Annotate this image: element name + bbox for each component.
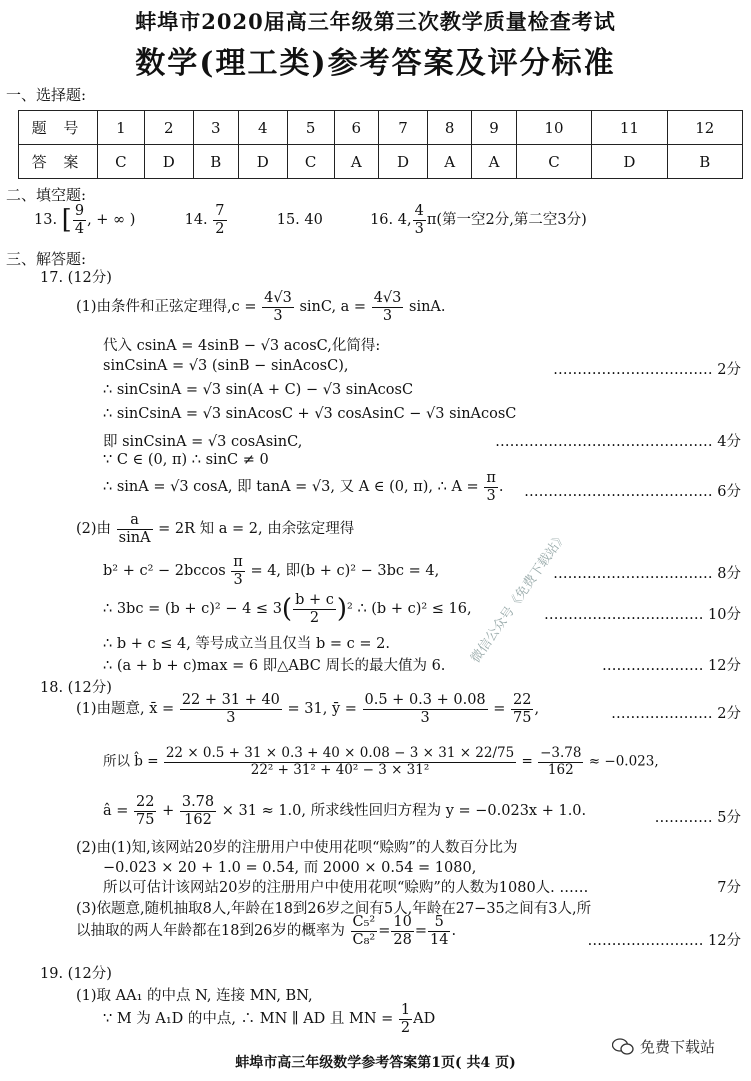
denominator: 3 <box>382 307 393 324</box>
numerator: 5 <box>428 914 450 932</box>
text: 所以 b̂ = <box>103 753 159 770</box>
text: AD <box>413 1011 436 1028</box>
fraction <box>351 914 378 948</box>
fill-in-answers <box>34 203 587 237</box>
p19-heading: 19. (12分) <box>40 966 112 982</box>
denominator: 3 <box>414 220 424 237</box>
denominator: 4 <box>74 220 85 237</box>
p18-score-5: ………… 5分 <box>654 810 741 826</box>
question-number: 12 <box>667 111 742 145</box>
p17-part2-line1 <box>76 512 354 546</box>
text: . <box>498 479 504 496</box>
p18-score-7 <box>717 876 741 897</box>
q13-rest: , + ∞ ) <box>87 212 136 229</box>
numerator: 3.78 <box>181 794 215 810</box>
text: = <box>414 923 428 940</box>
text: = 2R 知 a = 2, 由余弦定理得 <box>158 521 355 538</box>
denominator: 162 <box>547 761 574 778</box>
p17-part2-line4: ∴ b + c ≤ 4, 等号成立当且仅当 b = c = 2. <box>103 636 390 652</box>
denominator: 75 <box>136 811 155 828</box>
fraction <box>117 512 153 546</box>
p18-line3 <box>103 794 586 828</box>
score: 7分 <box>717 880 741 896</box>
p17-line7: ∵ C ∈ (0, π) ∴ sinC ≠ 0 <box>103 452 269 468</box>
answer-cell: B <box>193 145 238 179</box>
question-number: 11 <box>592 111 667 145</box>
q13-number: 13. <box>34 212 58 229</box>
q13-fraction <box>73 203 86 237</box>
section-multiple-choice-label: 一、选择题: <box>6 86 87 104</box>
score: 4分 <box>717 434 741 450</box>
answer-cell: D <box>379 145 428 179</box>
p18-heading: 18. (12分) <box>40 680 112 696</box>
p18-line4: (2)由(1)知,该网站20岁的注册用户中使用花呗“赊购”的人数百分比为 <box>76 840 518 856</box>
question-number: 4 <box>238 111 287 145</box>
question-number: 9 <box>472 111 516 145</box>
numerator: C₅² <box>352 914 376 930</box>
row-label-question: 题 号 <box>19 111 98 145</box>
p19-line2 <box>103 1002 435 1036</box>
answer-key-title: 数学(理工类)参考答案及评分标准 <box>135 46 616 81</box>
fraction <box>164 746 516 778</box>
text: . <box>451 923 457 940</box>
denominator: 3 <box>233 571 243 588</box>
answer-cell: D <box>238 145 287 179</box>
q16-rest: π(第一空2分,第二空3分) <box>426 212 587 229</box>
q15-answer: 15. 40 <box>276 212 323 229</box>
denominator: 2 <box>400 1019 411 1036</box>
denominator: 28 <box>393 931 412 948</box>
row-label-answer: 答 案 <box>19 145 98 179</box>
answer-cell: D <box>144 145 193 179</box>
section-fill-in-label: 二、填空题: <box>6 186 87 204</box>
p17-score-6: ………………………………… 6分 <box>524 484 741 500</box>
score: 6分 <box>717 484 741 500</box>
q16-fraction <box>413 203 426 237</box>
answer-row <box>19 145 743 179</box>
p17-line5: ∴ sinCsinA = √3 sinAcosC + √3 cosAsinC − √3 sinAcosC <box>103 406 517 422</box>
fraction <box>428 914 450 948</box>
fraction <box>484 470 498 504</box>
p17-score-12: ………………… 12分 <box>601 658 741 674</box>
text: ∴ sinA = √3 cosA, 即 tanA = √3, 又 A ∈ (0, π), ∴ A = <box>103 479 479 496</box>
answer-cell: D <box>592 145 667 179</box>
answer-cell: A <box>334 145 378 179</box>
numerator: π <box>233 554 243 570</box>
numerator: 22 <box>136 794 155 810</box>
p17-score-4: ……………………………………… 4分 <box>495 434 741 450</box>
text: (1)由条件和正弦定理得,c = <box>76 299 257 316</box>
numerator: 4 <box>414 203 424 219</box>
text: = <box>521 753 533 770</box>
p17-score-2: …………………………… 2分 <box>553 362 741 378</box>
denominator: 75 <box>513 709 532 726</box>
paren: ) <box>336 594 348 625</box>
text: , <box>534 701 540 718</box>
denominator: C₈² <box>352 931 376 948</box>
question-number: 3 <box>193 111 238 145</box>
denominator: 162 <box>184 811 212 828</box>
text: b² + c² − 2bccos <box>103 563 226 580</box>
question-number: 6 <box>334 111 378 145</box>
p17-line4: ∴ sinCsinA = √3 sin(A + C) − √3 sinAcosC <box>103 382 414 398</box>
q16-number: 16. 4, <box>370 212 412 229</box>
answer-cell: C <box>98 145 145 179</box>
fraction <box>180 692 282 726</box>
answer-cell: A <box>427 145 471 179</box>
numerator: 10 <box>393 914 412 930</box>
numerator: 4√3 <box>264 290 292 306</box>
question-number: 8 <box>427 111 471 145</box>
p17-score-8: …………………………… 8分 <box>553 566 741 582</box>
fraction <box>511 692 533 726</box>
answer-cell: B <box>667 145 742 179</box>
text: × 31 ≈ 1.0, 所求线性回归方程为 y = −0.023x + 1.0. <box>221 803 587 820</box>
question-number: 10 <box>516 111 591 145</box>
numerator: 9 <box>74 203 85 219</box>
section-solutions-label: 三、解答题: <box>6 250 87 268</box>
question-number: 5 <box>287 111 334 145</box>
p18-line8 <box>76 914 456 948</box>
text: 以抽取的两人年龄都在18到26岁的概率为 <box>76 923 345 940</box>
numerator: π <box>486 470 496 486</box>
answer-cell: C <box>287 145 334 179</box>
answer-cell: C <box>516 145 591 179</box>
text: ² ∴ (b + c)² ≤ 16, <box>347 601 472 618</box>
watermark: 微信公众号《免费下载站》 <box>468 529 571 666</box>
numerator: −3.78 <box>540 745 582 761</box>
paren: ( <box>281 594 293 625</box>
denominator: 14 <box>430 931 449 948</box>
p17-heading: 17. (12分) <box>40 270 112 286</box>
numerator: b + c <box>295 592 334 608</box>
score: 2分 <box>717 362 741 378</box>
text: ≈ −0.023, <box>588 753 659 770</box>
p18-score-2: ………………… 2分 <box>611 706 741 722</box>
p18-line5: −0.023 × 20 + 1.0 = 0.54, 而 2000 × 0.54 = 1080, <box>103 860 477 876</box>
p18-line7: (3)依题意,随机抽取8人,年龄在18到26岁之间有5人,年龄在27−35之间有3人,所 <box>76 901 592 917</box>
fraction <box>391 914 413 948</box>
p17-line6: 即 sinCsinA = √3 cosAsinC, <box>103 434 303 450</box>
fraction <box>399 1002 412 1036</box>
score: 2分 <box>717 706 741 722</box>
fraction <box>363 692 488 726</box>
p17-line8 <box>103 470 503 504</box>
denominator: 2 <box>215 220 225 237</box>
fraction <box>134 794 156 828</box>
p17-part2-line2 <box>103 554 439 588</box>
text: = 31, ȳ = <box>287 701 357 718</box>
text: = <box>378 923 391 940</box>
fraction <box>180 794 216 828</box>
fraction <box>293 592 336 626</box>
text: = 4, 即(b + c)² − 3bc = 4, <box>250 563 440 580</box>
q14-fraction <box>213 203 226 237</box>
question-number-row <box>19 111 743 145</box>
p18-line2 <box>103 746 659 778</box>
numerator: a <box>117 512 153 530</box>
fraction <box>231 554 245 588</box>
p17-line1 <box>76 290 446 324</box>
numerator: 22 <box>513 692 532 708</box>
question-number: 2 <box>144 111 193 145</box>
question-number: 1 <box>98 111 145 145</box>
q14-number: 14. <box>184 212 208 229</box>
p19-line1: (1)取 AA₁ 的中点 N, 连接 MN, BN, <box>76 988 313 1004</box>
denominator: 3 <box>226 709 236 726</box>
p17-line3: sinCsinA = √3 (sinB − sinAcosC), <box>103 358 349 374</box>
p17-part2-line3 <box>103 592 472 626</box>
numerator: 1 <box>400 1002 411 1018</box>
numerator: 4√3 <box>373 290 402 306</box>
p17-score-10: …………………………… 10分 <box>543 607 741 623</box>
fraction <box>262 290 294 324</box>
text: (1)由题意, x̄ = <box>76 701 175 718</box>
page-footer: 蚌埠市高三年级数学参考答案第1页( 共4 页) <box>235 1055 516 1071</box>
text: â = <box>103 803 129 820</box>
numerator: 0.5 + 0.3 + 0.08 <box>364 692 486 708</box>
p17-part2-line5: ∴ (a + b + c)max = 6 即△ABC 周长的最大值为 6. <box>103 658 446 674</box>
p18-score-12: …………………… 12分 <box>587 933 741 949</box>
denominator: 22² + 31² + 40² − 3 × 31² <box>250 761 430 778</box>
answer-cell: A <box>472 145 516 179</box>
q13-bracket: [ <box>61 205 72 236</box>
denominator: 3 <box>486 487 496 504</box>
exam-title: 蚌埠市2020届高三年级第三次教学质量检查考试 <box>135 9 616 34</box>
p18-line6: 所以可估计该网站20岁的注册用户中使用花呗“赊购”的人数为1080人. …… <box>103 880 589 896</box>
denominator: 2 <box>309 609 320 626</box>
p18-line1 <box>76 692 539 726</box>
score: 12分 <box>708 933 741 949</box>
numerator: 22 × 0.5 + 31 × 0.3 + 40 × 0.08 − 3 × 31 × 22/75 <box>165 745 515 761</box>
numerator: 7 <box>215 203 225 219</box>
text: ∵ M 为 A₁D 的中点, ∴ MN ∥ AD 且 MN = <box>103 1011 394 1028</box>
p17-line2: 代入 csinA = 4sinB − √3 acosC,化简得: <box>103 338 381 354</box>
text: (2)由 <box>76 521 112 538</box>
denominator: 3 <box>273 307 283 324</box>
score: 8分 <box>717 566 741 582</box>
score: 12分 <box>708 658 741 674</box>
numerator: 22 + 31 + 40 <box>181 692 280 708</box>
question-number: 7 <box>379 111 428 145</box>
fraction <box>538 746 583 778</box>
text: ∴ 3bc = (b + c)² − 4 ≤ 3 <box>103 601 282 618</box>
denominator: 3 <box>420 709 430 726</box>
logo-text: 免费下载站 <box>640 1038 716 1056</box>
text: sinC, a = <box>299 299 367 316</box>
score: 10分 <box>708 607 741 623</box>
text: + <box>162 803 175 820</box>
text: sinA. <box>409 299 446 316</box>
fraction <box>372 290 404 324</box>
score: 5分 <box>717 810 741 826</box>
text: = <box>493 701 506 718</box>
answer-table <box>18 110 743 179</box>
denominator: sinA <box>118 529 151 546</box>
